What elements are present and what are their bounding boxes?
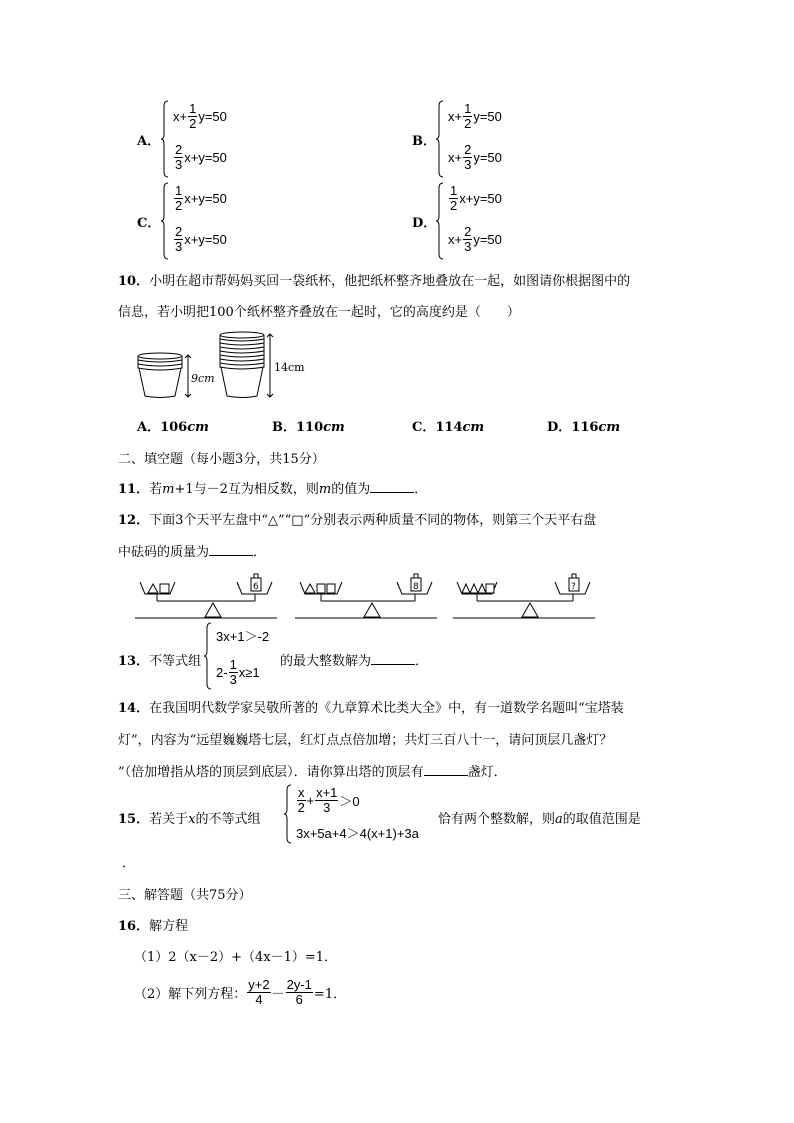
q10-options — [137, 416, 677, 434]
brace-icon — [436, 182, 444, 260]
option-label: C． — [137, 216, 161, 231]
eq-text: x+ — [448, 232, 463, 247]
option-label: D． — [412, 216, 437, 231]
question-number: 15． — [118, 812, 150, 827]
balance-scales-figure — [135, 568, 600, 620]
option-label: A． — [137, 134, 161, 149]
fig-label-9cm: 9cm — [191, 372, 215, 385]
ineq-line: 3x+5a+4＞4(x+1)+3a — [296, 826, 419, 841]
eq-text: y=50 — [473, 150, 502, 165]
q15: 15．若关于x的不等式组 $\frac{x}{2}$ + $\frac{x+1}{3}$ ＞0 3x+5a+4＞4(x+1)+3a 恰有两个整数解，则a的取值范围是 — [118, 784, 678, 846]
q16-title: 16．解方程 — [118, 919, 189, 934]
question-number: 12． — [118, 513, 150, 528]
eq-text: y=50 — [473, 109, 502, 124]
eq-text: x+ — [448, 109, 463, 124]
question-text: 在我国明代数学家吴敬所著的《九章算术比类大全》中，有一道数学名题叫“宝塔装 — [149, 701, 624, 716]
weight-6: 6 — [253, 582, 259, 592]
fraction: $\frac{1}{2}$ — [189, 101, 197, 131]
question-text: 小明在超市帮妈妈买回一袋纸杯，他把纸杯整齐地叠放在一起，如图请你根据图中的 — [149, 274, 631, 289]
question-number: 11． — [118, 482, 150, 497]
option-label: B． — [412, 134, 436, 149]
answer-blank[interactable] — [370, 480, 414, 493]
q9-option-c — [137, 182, 397, 262]
q14-line3: ”（倍加增指从塔的顶层到底层）．请你算出塔的顶层有 盏灯． — [118, 765, 507, 780]
q15-end: ． — [122, 856, 136, 871]
question-number: 16． — [118, 919, 150, 934]
q10-option-a: A．106cm — [137, 420, 209, 435]
weight-8: 8 — [413, 582, 419, 592]
fraction: $\frac{1}{2}$ — [450, 183, 458, 213]
q9-option-a — [137, 100, 397, 180]
q14-line1 — [118, 697, 624, 716]
eq-text: x+ — [173, 109, 188, 124]
q9-option-d — [412, 182, 672, 262]
eq-text: x+y=50 — [184, 191, 227, 206]
fig-label-14cm: 14cm — [274, 361, 305, 374]
answer-blank[interactable] — [371, 652, 415, 665]
question-text: 下面3个天平左盘中“△”“□”分别表示两种质量不同的物体，则第三个天平右盘 — [149, 513, 597, 528]
cups-figure — [135, 330, 310, 408]
eq-text: y=50 — [473, 232, 502, 247]
question-text: 灯”，内容为“远望巍巍塔七层，红灯点点倍加增；共灯三百八十一，请问顶层几盏灯？ — [118, 733, 613, 748]
q11: 11．若m+1与－2互为相反数，则m的值为 ． — [118, 482, 428, 497]
question-number: 13． — [118, 654, 150, 669]
q10-option-b: B．110cm — [272, 420, 345, 435]
q16-part1: （1）2（x－2）+（4x－1）=1． — [134, 950, 338, 965]
ineq-line: 3x+1＞-2 — [216, 629, 270, 644]
brace-icon — [436, 100, 444, 178]
weight-unknown: ? — [571, 582, 576, 592]
q13: 13．不等式组 3x+1＞-2 2- $\frac{1}{3}$ x≥1 的最大整数解为 ． — [118, 622, 678, 694]
fraction: $\frac{2}{3}$ — [175, 142, 183, 172]
fraction: $\frac{1}{2}$ — [175, 183, 183, 213]
answer-blank[interactable] — [209, 543, 253, 556]
q10-option-c: C．114cm — [412, 420, 485, 435]
fraction: $\frac{2}{3}$ — [464, 142, 472, 172]
q14-line2 — [118, 729, 612, 748]
q16-part2: （2）解下列方程： $\frac{y+2}{4}$ － $\frac{2y-1}{6}$ =1． — [134, 976, 347, 1007]
section-2-heading: 二、填空题（每小题3分，共15分） — [118, 452, 325, 467]
q12-line1 — [118, 509, 596, 528]
question-number: 10． — [118, 274, 150, 289]
question-number: 14． — [118, 701, 150, 716]
section-3-heading: 三、解答题（共75分） — [118, 888, 252, 903]
fraction: $\frac{2}{3}$ — [175, 224, 183, 254]
question-text: 中砝码的质量为 — [118, 545, 210, 560]
brace-icon — [284, 784, 292, 844]
fraction: $\frac{1}{2}$ — [464, 101, 472, 131]
brace-icon — [161, 182, 169, 260]
eq-text: x+ — [448, 150, 463, 165]
q10-option-d: D．116cm — [547, 420, 621, 435]
fraction: $\frac{2}{3}$ — [464, 224, 472, 254]
eq-text: x+y=50 — [459, 191, 502, 206]
eq-text: y=50 — [198, 109, 227, 124]
eq-text: x+y=50 — [184, 150, 227, 165]
q10-line1 — [118, 270, 630, 289]
brace-icon — [161, 100, 169, 178]
question-text: 信息，若小明把100个纸杯整齐叠放在一起时，它的高度约是（ ） — [118, 305, 520, 320]
answer-blank[interactable] — [424, 763, 468, 776]
q9-option-b — [412, 100, 672, 180]
eq-text: x+y=50 — [184, 232, 227, 247]
q12-line2: 中砝码的质量为 ． — [118, 545, 267, 560]
brace-icon — [204, 622, 212, 690]
q10-line2 — [118, 301, 520, 320]
